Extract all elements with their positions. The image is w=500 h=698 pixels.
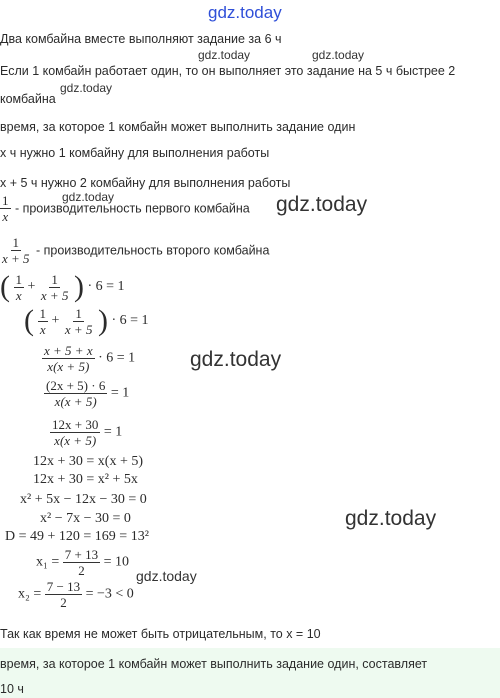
watermark: gdz.today: [345, 507, 437, 530]
answer-box: [0, 648, 500, 698]
productivity-first-label: - производительность первого комбайна: [14, 201, 250, 216]
numerator: 1: [2, 193, 9, 208]
productivity-second: [0, 236, 269, 265]
problem-line-1: Два комбайна вместе выполняют задание за 6 ч: [0, 32, 282, 46]
watermark: gdz.today: [312, 48, 365, 62]
conclusion-text: Так как время не может быть отрицательным, то x = 10: [0, 627, 321, 641]
fraction: [0, 194, 11, 223]
fraction: [0, 236, 32, 265]
discriminant: D = 49 + 120 = 169 = 13²: [5, 529, 149, 544]
root-x1: x₁ = $\frac{7 + 13}{2}$ = 10: [36, 547, 130, 578]
equation-2: ( $\frac{1}{x}$ + $\frac{1}{x + 5}$ ) · 6 = 1: [24, 304, 149, 337]
equation-1: ( $\frac{1}{x}$ + $\frac{1}{x + 5}$ ) · 6 = 1: [0, 270, 125, 303]
watermark: gdz.today: [60, 81, 113, 95]
equation-4: $\frac{(2x + 5) \cdot 6}{x(x + 5)}$ = 1: [46, 378, 130, 409]
equation-7: 12x + 30 = x² + 5x: [33, 472, 138, 487]
equation-6: 12x + 30 = x(x + 5): [33, 454, 144, 469]
problem-line-2: Если 1 комбайн работает один, то он выполняет это задание на 5 ч быстрее 2: [0, 64, 456, 78]
x5-definition: x + 5 ч нужно 2 комбайну для выполнения работы: [0, 176, 291, 190]
productivity-first: [0, 194, 250, 223]
watermark: gdz.today: [190, 348, 282, 371]
watermark: gdz.today: [208, 3, 282, 22]
watermark: gdz.today: [136, 568, 197, 584]
answer-line-1: время, за которое 1 комбайн может выполнить задание один, составляет: [0, 657, 428, 671]
watermark: gdz.today: [198, 48, 251, 62]
denominator: x: [2, 209, 9, 224]
equation-5: $\frac{12x + 30}{x(x + 5)}$ = 1: [52, 417, 123, 448]
productivity-second-label: - производительность второго комбайна: [36, 243, 270, 258]
equation-9: x² − 7x − 30 = 0: [40, 511, 131, 526]
definition-text: время, за которое 1 комбайн может выполнить задание один: [0, 120, 356, 134]
problem-line-3: комбайна: [0, 92, 56, 106]
answer-line-2: 10 ч: [0, 682, 24, 696]
numerator: 1: [12, 235, 20, 250]
denominator: x + 5: [2, 251, 30, 266]
watermark: gdz.today: [62, 190, 115, 204]
watermark: gdz.today: [276, 193, 368, 216]
equation-8: x² + 5x − 12x − 30 = 0: [20, 492, 147, 507]
root-x2: x₂ = $\frac{7 - 13}{2}$ = −3 < 0: [18, 579, 134, 610]
x-definition: x ч нужно 1 комбайну для выполнения работы: [0, 146, 270, 160]
equation-3: $\frac{x + 5 + x}{x(x + 5)}$ · 6 = 1: [44, 343, 136, 374]
